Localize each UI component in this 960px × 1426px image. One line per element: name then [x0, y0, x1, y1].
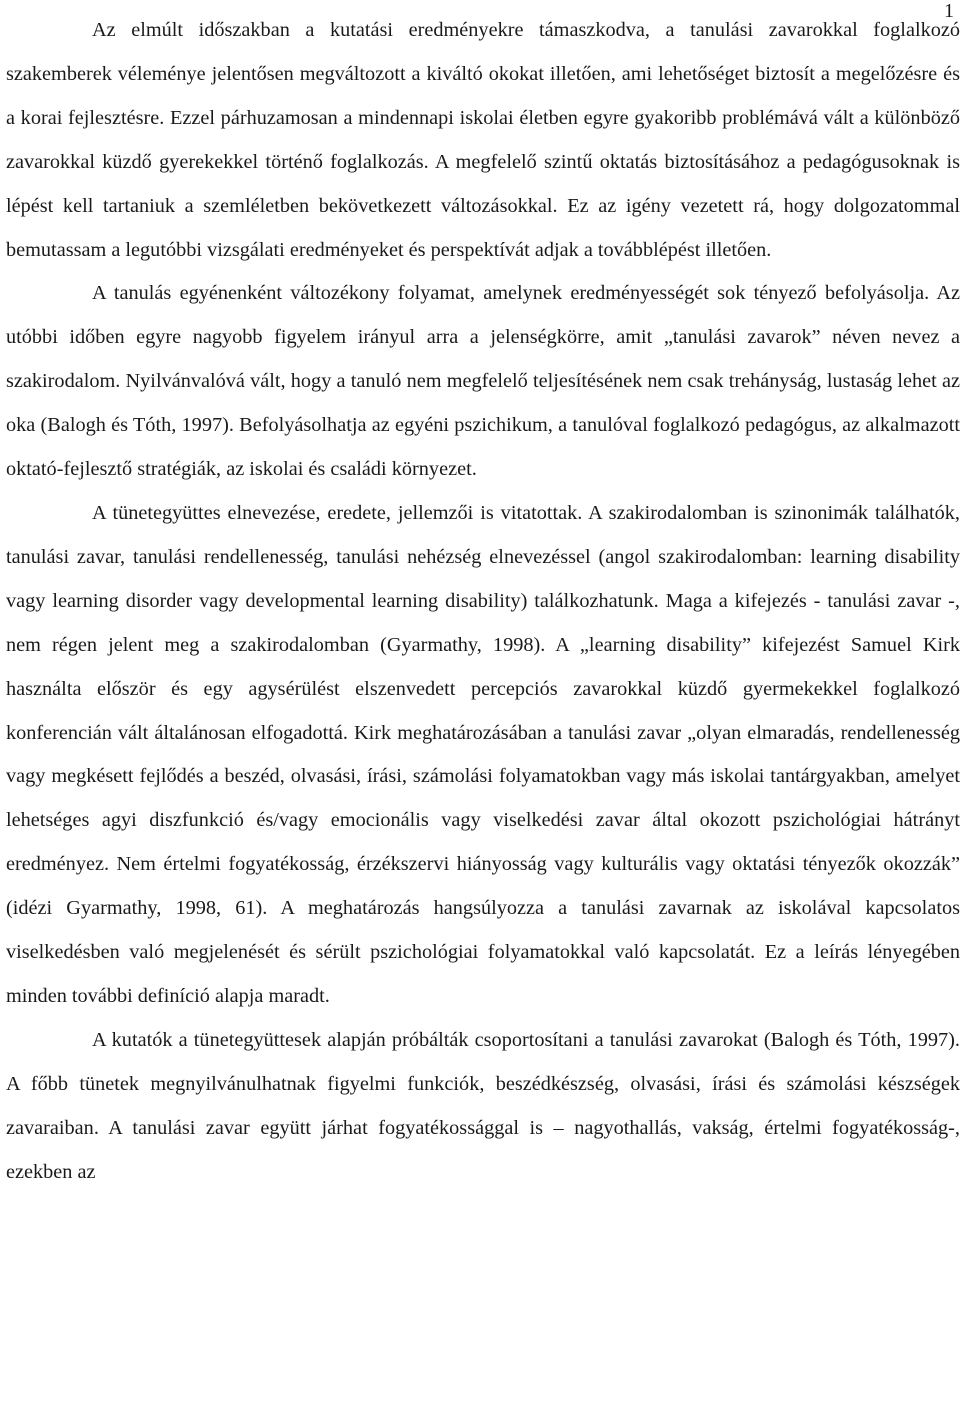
- paragraph-2: A tanulás egyénenként változékony folyamat, amelynek eredményességét sok tényező befolyásolja. Az utóbbi időben egyre nagyobb figyelem irányul arra a jelenségkörre, amit „tanulási zavarok” néven nevez a szakirodalom. Nyilvánvalóvá vált, hogy a tanuló nem megfelelő teljesítésének nem csak trehányság, lustaság lehet az oka (Balogh és Tóth, 1997). Befolyásolhatja az egyéni pszichikum, a tanulóval foglalkozó pedagógus, az alkalmazott oktató-fejlesztő stratégiák, az iskolai és családi környezet.: [6, 282, 960, 481]
- paragraph-4: A kutatók a tünetegyüttesek alapján próbálták csoportosítani a tanulási zavarokat (Balogh és Tóth, 1997). A főbb tünetek megnyilvánulhatnak figyelmi funkciók, beszédkészség, olvasási, írási és számolási készségek zavaraiban. A tanulási zavar együtt járhat fogyatékossággal is – nagyothallás, vakság, értelmi fogyatékosság-, ezekben az: [6, 1028, 960, 1183]
- paragraph-3: A tünetegyüttes elnevezése, eredete, jellemzői is vitatottak. A szakirodalomban is szinonimák találhatók, tanulási zavar, tanulási rendellenesség, tanulási nehézség elnevezéssel (angol szakirodalomban: learning disability vagy learning disorder vagy developmental learning disability) találkozhatunk. Maga a kifejezés - tanulási zavar -, nem régen jelent meg a szakirodalomban (Gyarmathy, 1998). A „learning disability” kifejezést Samuel Kirk használta először és egy agysérülést elszenvedett percepciós zavarokkal küzdő gyermekekkel foglalkozó konferencián vált általánosan elfogadottá. Kirk meghatározásában a tanulási zavar „olyan elmaradás, rendellenesség vagy megkésett fejlődés a beszéd, olvasási, írási, számolási folyamatokban vagy más iskolai tantárgyakban, amelyet lehetséges agyi diszfunkció és/vagy emocionális vagy viselkedési zavar által okozott pszichológiai hátrányt eredményez. Nem értelmi fogyatékosság, érzékszervi hiányosság vagy kulturális vagy oktatási tényezők okozzák” (idézi Gyarmathy, 1998, 61). A meghatározás hangsúlyozza a tanulási zavarnak az iskolával kapcsolatos viselkedésben való megjelenését és sérült pszichológiai folyamatokkal való kapcsolatát. Ez a leírás lényegében minden további definíció alapja maradt.: [6, 501, 960, 1007]
- page-number: 1: [944, 0, 954, 22]
- paragraph-1: Az elmúlt időszakban a kutatási eredményekre támaszkodva, a tanulási zavarokkal foglalkozó szakemberek véleménye jelentősen megváltozott a kiváltó okokat illetően, ami lehetőséget biztosít a megelőzésre és a korai fejlesztésre. Ezzel párhuzamosan a mindennapi iskolai életben egyre gyakoribb problémává vált a különböző zavarokkal küzdő gyerekekkel történő foglalkozás. A megfelelő szintű oktatás biztosításához a pedagógusoknak is lépést kell tartaniuk a szemléletben bekövetkezett változásokkal. Ez az igény vezetett rá, hogy dolgozatommal bemutassam a legutóbbi vizsgálati eredményeket és perspektívát adjak a továbblépést illetően.: [6, 19, 960, 261]
- document-body: [6, 9, 960, 1194]
